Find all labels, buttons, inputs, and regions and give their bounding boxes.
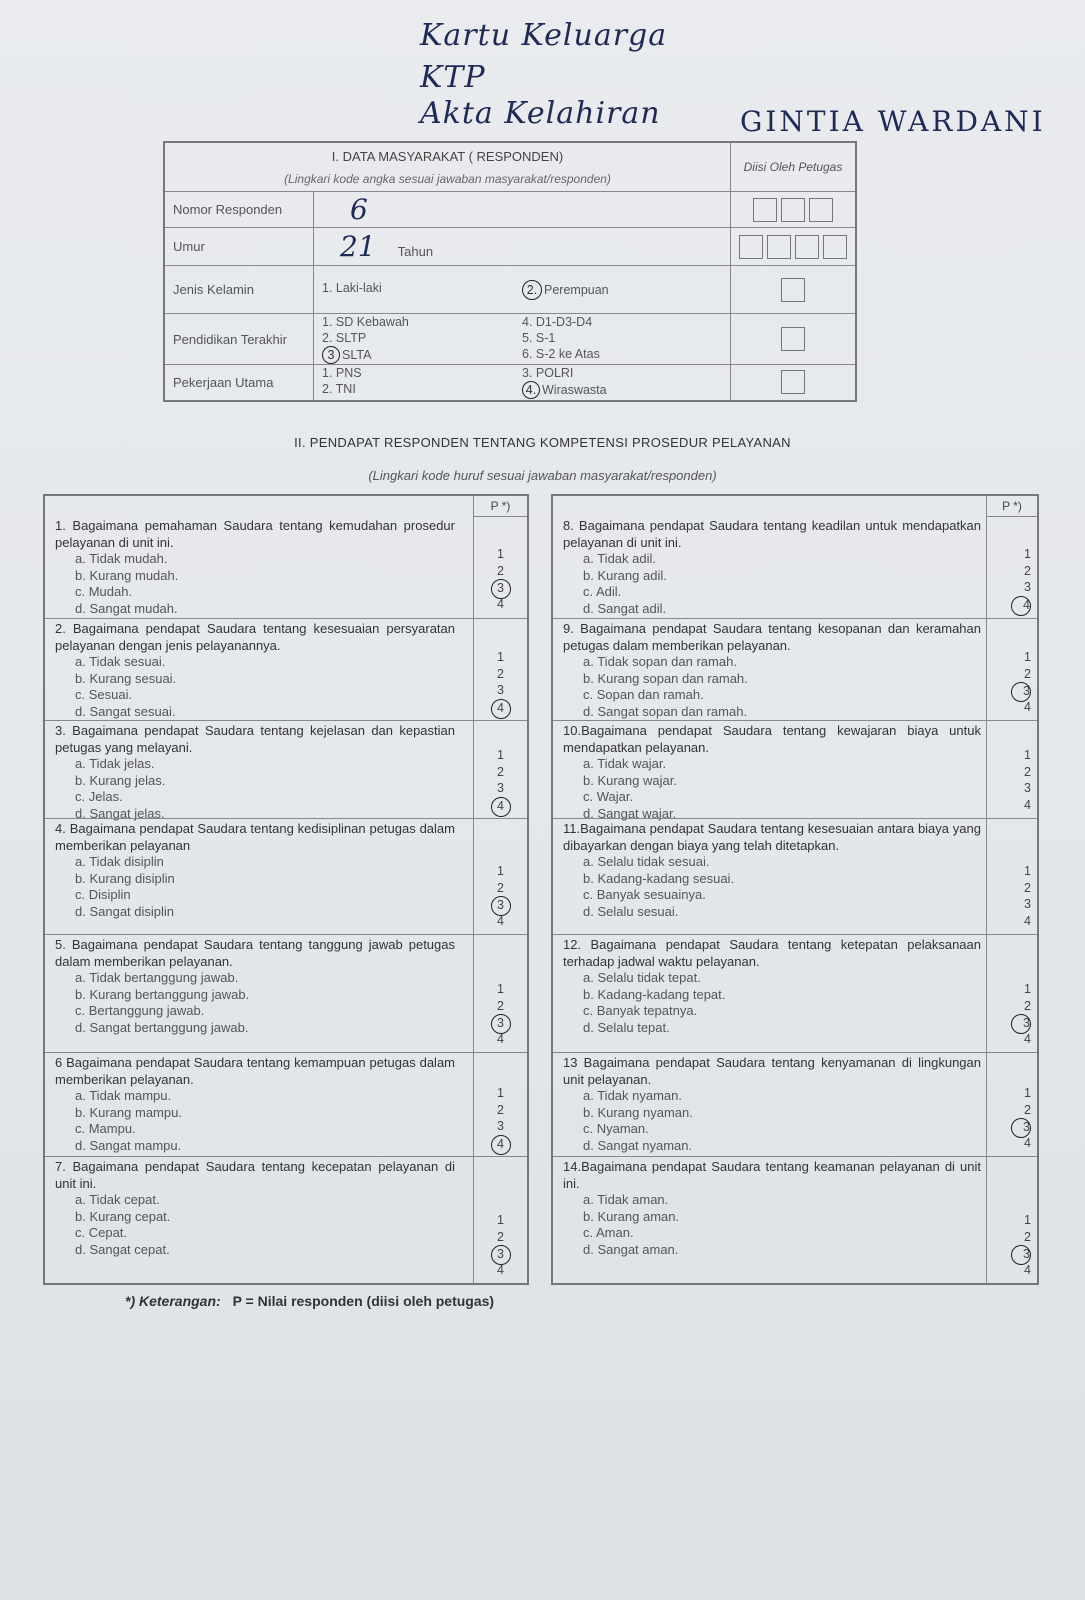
- p-score-option[interactable]: 4: [497, 913, 504, 928]
- answer-option: a. Tidak adil.: [583, 551, 656, 566]
- question-text: [563, 518, 981, 617]
- code-box[interactable]: [767, 235, 791, 259]
- p-score-option[interactable]: 2: [1024, 1229, 1031, 1244]
- p-score-option[interactable]: 4: [1024, 699, 1031, 714]
- p-score-option[interactable]: 4: [1024, 797, 1031, 812]
- answer-option: c. Jelas.: [75, 789, 123, 804]
- question-block: [45, 516, 527, 618]
- p-score-selected[interactable]: 4: [491, 797, 511, 817]
- question-block: [553, 720, 1037, 819]
- question-stem: 10.Bagaimana pendapat Saudara tentang kewajaran biaya untuk mendapatkan pelayanan.: [563, 723, 981, 755]
- kerja-option: 2. TNI: [322, 382, 356, 397]
- question-block: [45, 818, 527, 935]
- answer-option: a. Tidak wajar.: [583, 756, 667, 771]
- answer-option: a. Selalu tidak tepat.: [583, 970, 701, 985]
- answer-option: c. Sesuai.: [75, 687, 133, 702]
- p-score-cell: [986, 619, 1037, 721]
- p-score-option[interactable]: 2: [1024, 764, 1031, 779]
- p-score-selected[interactable]: 3: [1011, 682, 1031, 702]
- code-box[interactable]: [753, 198, 777, 222]
- answer-option: d. Sangat jelas.: [75, 805, 165, 821]
- answer-option: a. Tidak cepat.: [75, 1192, 160, 1207]
- question-stem: 4. Bagaimana pendapat Saudara tentang kedisiplinan petugas dalam memberikan pelayanan: [55, 821, 455, 853]
- p-score-option[interactable]: 2: [497, 880, 504, 895]
- p-score-selected[interactable]: 3: [1011, 1245, 1031, 1265]
- question-text: [563, 821, 981, 920]
- p-score-option[interactable]: 3: [497, 781, 504, 795]
- question-block: [553, 934, 1037, 1053]
- answer-option: d. Sangat nyaman.: [583, 1137, 693, 1153]
- pend-option: 2. SLTP: [322, 331, 367, 345]
- question-stem: 7. Bagaimana pendapat Saudara tentang kecepatan pelayanan di unit ini.: [55, 1159, 455, 1191]
- nomor-value-cell: [314, 192, 731, 228]
- answer-option: b. Kurang cepat.: [75, 1208, 171, 1224]
- answer-option: b. Kurang disiplin: [75, 870, 175, 886]
- p-score-selected[interactable]: 4: [1011, 596, 1031, 616]
- p-score-cell: [986, 935, 1037, 1053]
- section1-header: [164, 142, 731, 192]
- p-score-option[interactable]: 2: [497, 998, 504, 1013]
- p-score-option[interactable]: 2: [1024, 563, 1031, 578]
- p-score-option[interactable]: 2: [1024, 666, 1031, 681]
- p-score-cell: [986, 1053, 1037, 1157]
- p-score-option[interactable]: 1: [497, 650, 504, 664]
- answer-option: a. Selalu tidak sesuai.: [583, 854, 710, 869]
- answer-option: d. Sangat cepat.: [75, 1241, 170, 1257]
- code-box[interactable]: [739, 235, 763, 259]
- answer-option: b. Kurang mampu.: [75, 1104, 182, 1120]
- answer-option: c. Aman.: [583, 1225, 634, 1240]
- answer-option: d. Selalu tepat.: [583, 1019, 670, 1035]
- p-header: P *): [473, 496, 527, 517]
- jk-options: [314, 266, 731, 314]
- answer-option: b. Kurang bertanggung jawab.: [75, 986, 250, 1002]
- footnote: [125, 1293, 494, 1309]
- p-score-option[interactable]: 1: [1024, 864, 1031, 878]
- questions-left-column: [43, 494, 529, 1285]
- p-score-option[interactable]: 1: [497, 864, 504, 878]
- officer-column-header: Diisi Oleh Petugas: [731, 142, 857, 192]
- question-block: [45, 934, 527, 1053]
- nomor-value: 6: [350, 193, 368, 226]
- code-box[interactable]: [795, 235, 819, 259]
- question-text: [563, 621, 981, 720]
- p-score-option[interactable]: 1: [1024, 650, 1031, 664]
- p-score-option[interactable]: 4: [497, 1031, 504, 1046]
- question-stem: 13 Bagaimana pendapat Saudara tentang kenyamanan di lingkungan unit pelayanan.: [563, 1055, 981, 1087]
- selected-circle: 3: [322, 346, 340, 364]
- p-score-option[interactable]: 2: [1024, 1102, 1031, 1117]
- umur-value: 21: [340, 230, 376, 263]
- question-stem: 5. Bagaimana pendapat Saudara tentang tanggung jawab petugas dalam memberikan pelayanan.: [55, 937, 455, 969]
- p-score-option[interactable]: 1: [1024, 748, 1031, 762]
- question-text: [55, 1055, 455, 1154]
- question-text: [55, 1159, 455, 1258]
- pend-options: [314, 314, 731, 365]
- code-box[interactable]: [781, 327, 805, 351]
- kerja-boxes: [731, 365, 857, 401]
- umur-label: Umur: [164, 228, 314, 266]
- footnote-text: P = Nilai responden (diisi oleh petugas): [232, 1293, 495, 1309]
- p-score-option[interactable]: 1: [497, 1213, 504, 1227]
- nomor-boxes: [731, 192, 857, 228]
- code-box[interactable]: [781, 278, 805, 302]
- p-score-selected[interactable]: 3: [1011, 1118, 1031, 1138]
- answer-option: c. Nyaman.: [583, 1121, 649, 1136]
- kerja-option-selected: 4. Wiraswasta: [522, 381, 722, 399]
- answer-option: c. Bertanggung jawab.: [75, 1003, 205, 1018]
- pend-option: 1. SD Kebawah: [322, 315, 409, 329]
- p-score-option[interactable]: 4: [497, 596, 504, 611]
- answer-option: d. Selalu sesuai.: [583, 903, 679, 919]
- answer-option: b. Kurang jelas.: [75, 772, 166, 788]
- p-score-option[interactable]: 4: [1024, 913, 1031, 928]
- p-score-option[interactable]: 1: [1024, 1086, 1031, 1100]
- answer-option: c. Sopan dan ramah.: [583, 687, 704, 702]
- answer-option: a. Tidak mampu.: [75, 1088, 172, 1103]
- answer-option: c. Mudah.: [75, 584, 133, 599]
- code-box[interactable]: [781, 198, 805, 222]
- question-block: [553, 618, 1037, 721]
- p-score-option[interactable]: 4: [1024, 1135, 1031, 1150]
- section1-subtitle: (Lingkari kode angka sesuai jawaban masyarakat/responden): [284, 171, 611, 186]
- p-score-option[interactable]: 3: [1024, 897, 1031, 911]
- answer-option: c. Banyak tepatnya.: [583, 1003, 698, 1018]
- p-score-option[interactable]: 1: [1024, 547, 1031, 561]
- question-block: [553, 516, 1037, 618]
- answer-option: a. Tidak disiplin: [75, 854, 164, 869]
- question-text: [55, 723, 455, 822]
- handwritten-note: Akta Kelahiran: [420, 96, 661, 131]
- pend-option: 6. S-2 ke Atas: [522, 347, 600, 361]
- question-block: [553, 1052, 1037, 1157]
- kerja-option: 3. POLRI: [522, 366, 574, 381]
- answer-option: b. Kurang nyaman.: [583, 1104, 693, 1120]
- handwritten-note: Kartu Keluarga: [420, 18, 668, 53]
- question-text: [563, 937, 981, 1036]
- jk-label: Jenis Kelamin: [164, 266, 314, 314]
- p-score-option[interactable]: 1: [1024, 1213, 1031, 1227]
- question-block: [45, 720, 527, 819]
- p-score-option[interactable]: 3: [497, 683, 504, 697]
- p-score-option[interactable]: 4: [497, 1262, 504, 1277]
- answer-option: b. Kurang mudah.: [75, 567, 179, 583]
- respondent-name: GINTIA WARDANI: [740, 105, 1046, 138]
- p-score-option[interactable]: 1: [497, 547, 504, 561]
- answer-option: d. Sangat sesuai.: [75, 703, 176, 719]
- answer-option: c. Adil.: [583, 584, 622, 599]
- question-text: [563, 1159, 981, 1258]
- pend-option: 4. D1-D3-D4: [522, 315, 593, 329]
- pend-boxes: [731, 314, 857, 365]
- pend-label: Pendidikan Terakhir: [164, 314, 314, 365]
- question-text: [55, 518, 455, 617]
- p-score-option[interactable]: 2: [1024, 998, 1031, 1013]
- answer-option: c. Banyak sesuainya.: [583, 887, 706, 902]
- p-score-option[interactable]: 2: [497, 764, 504, 779]
- answer-option: d. Sangat bertanggung jawab.: [75, 1019, 249, 1035]
- kerja-option: 1. PNS: [322, 366, 362, 381]
- jk-boxes: [731, 266, 857, 314]
- p-score-selected[interactable]: 3: [491, 579, 511, 599]
- section2-title: II. PENDAPAT RESPONDEN TENTANG KOMPETENSI PROSEDUR PELAYANAN: [294, 435, 791, 450]
- question-stem: 1. Bagaimana pemahaman Saudara tentang kemudahan prosedur pelayanan di unit ini.: [55, 518, 455, 550]
- p-score-option[interactable]: 4: [1024, 1031, 1031, 1046]
- answer-option: a. Tidak mudah.: [75, 551, 168, 566]
- answer-option: c. Disiplin: [75, 887, 131, 902]
- p-score-cell: [986, 721, 1037, 819]
- question-text: [55, 621, 455, 720]
- question-stem: 14.Bagaimana pendapat Saudara tentang keamanan pelayanan di unit ini.: [563, 1159, 981, 1191]
- answer-option: a. Tidak sopan dan ramah.: [583, 654, 737, 669]
- question-stem: 2. Bagaimana pendapat Saudara tentang kesesuaian persyaratan pelayanan dengan jenis pelayanannya.: [55, 621, 455, 653]
- p-score-option[interactable]: 1: [497, 982, 504, 996]
- p-score-selected[interactable]: 3: [491, 896, 511, 916]
- p-score-selected[interactable]: 4: [491, 1135, 511, 1155]
- code-box[interactable]: [781, 370, 805, 394]
- answer-option: d. Sangat mudah.: [75, 600, 178, 616]
- p-score-cell: [473, 516, 527, 618]
- kerja-label: Pekerjaan Utama: [164, 365, 314, 401]
- answer-option: d. Sangat wajar.: [583, 805, 677, 821]
- p-score-cell: [473, 819, 527, 935]
- respondent-data-table: [163, 141, 857, 402]
- p-score-option[interactable]: 4: [1024, 1262, 1031, 1277]
- answer-option: a. Tidak jelas.: [75, 756, 155, 771]
- question-stem: 6 Bagaimana pendapat Saudara tentang kemampuan petugas dalam memberikan pelayanan.: [55, 1055, 455, 1087]
- p-score-selected[interactable]: 3: [491, 1014, 511, 1034]
- question-stem: 8. Bagaimana pendapat Saudara tentang keadilan untuk mendapatkan pelayanan di unit ini.: [563, 518, 981, 550]
- answer-option: a. Tidak nyaman.: [583, 1088, 682, 1103]
- question-stem: 12. Bagaimana pendapat Saudara tentang ketepatan pelaksanaan terhadap jadwal waktu pelayanan.: [563, 937, 981, 969]
- p-score-option[interactable]: 1: [1024, 982, 1031, 996]
- selected-circle: 2.: [522, 280, 542, 300]
- answer-option: c. Wajar.: [583, 789, 634, 804]
- question-text: [563, 723, 981, 822]
- p-score-option[interactable]: 1: [497, 1086, 504, 1100]
- question-stem: 9. Bagaimana pendapat Saudara tentang kesopanan dan keramahan petugas dalam memberikan pelayanan.: [563, 621, 981, 653]
- answer-option: b. Kurang aman.: [583, 1208, 680, 1224]
- question-block: [45, 1052, 527, 1157]
- answer-option: b. Kadang-kadang sesuai.: [583, 870, 735, 886]
- p-score-option[interactable]: 3: [1024, 580, 1031, 594]
- p-score-cell: [986, 1157, 1037, 1284]
- answer-option: b. Kurang sesuai.: [75, 670, 177, 686]
- p-header: P *): [986, 496, 1037, 517]
- p-score-selected[interactable]: 3: [491, 1245, 511, 1265]
- p-score-cell: [473, 1053, 527, 1157]
- p-score-option[interactable]: 3: [497, 1119, 504, 1133]
- p-score-cell: [986, 516, 1037, 618]
- p-score-selected[interactable]: 4: [491, 699, 511, 719]
- question-block: [553, 818, 1037, 935]
- question-stem: 11.Bagaimana pendapat Saudara tentang kesesuaian antara biaya yang dibayarkan dengan biaya yang telah ditetapkan.: [563, 821, 981, 853]
- answer-option: b. Kurang adil.: [583, 567, 667, 583]
- question-stem: 3. Bagaimana pendapat Saudara tentang kejelasan dan kepastian petugas yang melayani.: [55, 723, 455, 755]
- questions-right-column: [551, 494, 1039, 1285]
- p-score-option[interactable]: 2: [497, 1229, 504, 1244]
- p-score-cell: [473, 619, 527, 721]
- question-block: [45, 618, 527, 721]
- question-text: [563, 1055, 981, 1154]
- p-score-cell: [986, 819, 1037, 935]
- question-text: [55, 821, 455, 920]
- answer-option: d. Sangat adil.: [583, 600, 667, 616]
- umur-unit: Tahun: [397, 244, 434, 259]
- answer-option: c. Cepat.: [75, 1225, 128, 1240]
- answer-option: d. Sangat mampu.: [75, 1137, 182, 1153]
- jk-option-2: 2. Perempuan: [522, 280, 722, 300]
- handwritten-note: KTP: [420, 60, 486, 95]
- p-score-option[interactable]: 2: [497, 563, 504, 578]
- answer-option: d. Sangat disiplin: [75, 903, 175, 919]
- p-score-option[interactable]: 2: [1024, 880, 1031, 895]
- umur-value-cell: [314, 228, 731, 266]
- answer-option: d. Sangat sopan dan ramah.: [583, 703, 748, 719]
- kerja-options: [314, 365, 731, 401]
- p-score-cell: [473, 721, 527, 819]
- answer-option: b. Kurang wajar.: [583, 772, 677, 788]
- footnote-label: *) Keterangan:: [125, 1293, 221, 1309]
- p-score-selected[interactable]: 3: [1011, 1014, 1031, 1034]
- jk-option-1: 1. Laki-laki: [322, 280, 382, 295]
- selected-circle: 4.: [522, 381, 540, 399]
- p-score-option[interactable]: 2: [497, 1102, 504, 1117]
- answer-option: a. Tidak sesuai.: [75, 654, 166, 669]
- p-score-cell: [473, 1157, 527, 1284]
- code-box[interactable]: [809, 198, 833, 222]
- question-block: [553, 1156, 1037, 1284]
- answer-option: b. Kurang sopan dan ramah.: [583, 670, 748, 686]
- section1-title: I. DATA MASYARAKAT ( RESPONDEN): [331, 148, 564, 164]
- answer-option: a. Tidak bertanggung jawab.: [75, 970, 239, 985]
- pend-option-selected: 3 SLTA: [322, 346, 522, 364]
- code-box[interactable]: [823, 235, 847, 259]
- answer-option: a. Tidak aman.: [583, 1192, 669, 1207]
- answer-option: d. Sangat aman.: [583, 1241, 679, 1257]
- p-score-option[interactable]: 2: [497, 666, 504, 681]
- section2-subtitle: (Lingkari kode huruf sesuai jawaban masyarakat/responden): [368, 468, 717, 483]
- question-block: [45, 1156, 527, 1284]
- pend-option: 5. S-1: [522, 331, 556, 345]
- p-score-cell: [473, 935, 527, 1053]
- nomor-label: Nomor Responden: [164, 192, 314, 228]
- question-text: [55, 937, 455, 1036]
- p-score-option[interactable]: 3: [1024, 781, 1031, 795]
- umur-boxes: [731, 228, 857, 266]
- p-score-option[interactable]: 1: [497, 748, 504, 762]
- answer-option: c. Mampu.: [75, 1121, 136, 1136]
- answer-option: b. Kadang-kadang tepat.: [583, 986, 726, 1002]
